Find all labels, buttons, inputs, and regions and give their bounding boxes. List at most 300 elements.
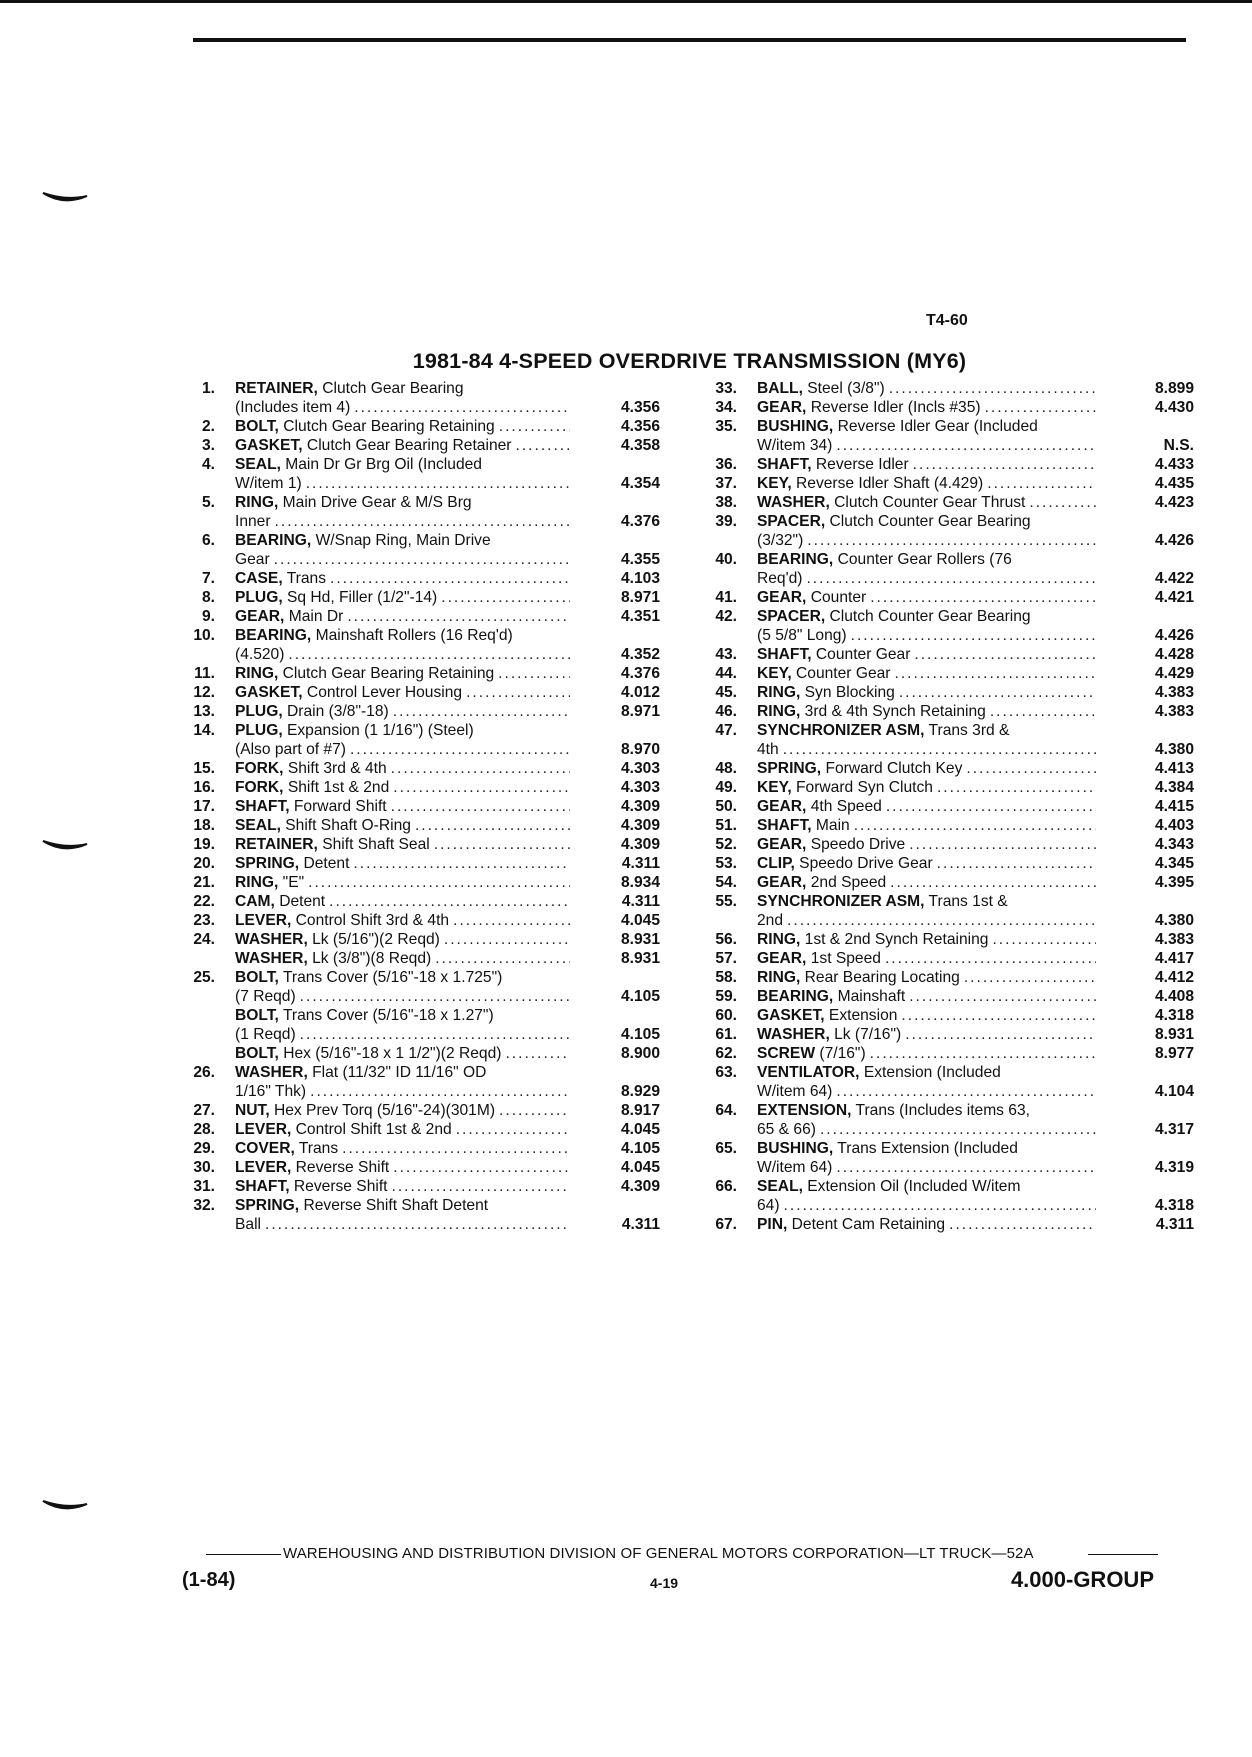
parts-entry	[700, 1177, 1194, 1215]
part-name: CAM,	[235, 893, 275, 910]
part-name: SHAFT,	[757, 646, 812, 663]
group-number: N.S.	[1163, 437, 1194, 454]
group-number: 4.376	[620, 665, 660, 682]
item-number: 64.	[715, 1102, 737, 1119]
dot-leader	[937, 854, 1096, 873]
part-name: BEARING,	[757, 988, 834, 1005]
group-number: 4.423	[1154, 494, 1194, 511]
dot-leader	[992, 930, 1096, 949]
dot-leader	[310, 1082, 570, 1101]
part-description: Counter	[806, 589, 867, 606]
part-description: Detent	[274, 893, 326, 910]
item-number: 1.	[201, 380, 215, 397]
part-name: GEAR,	[235, 608, 285, 625]
part-name: FORK,	[235, 779, 284, 796]
group-number: 8.934	[620, 874, 660, 891]
part-description: (7 Reqd)	[235, 988, 296, 1005]
part-description: Reverse Idler Shaft (4.429)	[791, 475, 984, 492]
part-description: Lk (3/8")(8 Reqd)	[307, 950, 432, 967]
dot-leader	[265, 1215, 570, 1234]
dot-leader	[901, 1006, 1096, 1025]
part-name: GASKET,	[757, 1007, 825, 1024]
entry-line	[235, 835, 660, 854]
group-number: 4.380	[1154, 912, 1194, 929]
group-number: 4.045	[620, 1159, 660, 1176]
part-description: Steel (3/8")	[802, 380, 885, 397]
entry-line	[235, 626, 660, 645]
entry-line	[235, 892, 660, 911]
part-name: WASHER,	[235, 931, 308, 948]
group-number: 4.311	[621, 855, 660, 872]
item-number: 34.	[715, 399, 737, 416]
entry-line	[757, 835, 1194, 854]
group-number: 4.309	[620, 836, 660, 853]
group-number: 4.415	[1154, 798, 1194, 815]
group-number: 4.318	[1154, 1197, 1194, 1214]
entry-line	[757, 512, 1194, 531]
item-number: 6.	[201, 532, 215, 549]
part-description: Main Drive Gear & M/S Brg	[278, 494, 472, 511]
dot-leader	[885, 949, 1096, 968]
item-number: 10.	[193, 627, 215, 644]
parts-entry	[700, 759, 1194, 778]
part-description: Gear	[235, 551, 270, 568]
part-description: Extension (Included	[859, 1064, 1001, 1081]
part-description: Sq Hd, Filler (1/2"-14)	[282, 589, 438, 606]
part-description: (3/32")	[757, 532, 804, 549]
part-description: Detent	[299, 855, 350, 872]
part-description: Rear Bearing Locating	[800, 969, 960, 986]
parts-entry	[178, 797, 660, 816]
group-number: 4.376	[620, 513, 660, 530]
dot-leader	[894, 664, 1096, 683]
dot-leader	[391, 797, 570, 816]
entry-line	[235, 740, 660, 759]
part-description: Extension	[824, 1007, 898, 1024]
part-description: Clutch Counter Gear Bearing	[825, 513, 1031, 530]
entry-line	[757, 645, 1194, 664]
parts-entry	[700, 607, 1194, 645]
part-name: LEVER,	[235, 912, 292, 929]
dot-leader	[515, 436, 570, 455]
part-description: Extension Oil (Included W/item	[802, 1178, 1021, 1195]
item-number: 55.	[715, 893, 737, 910]
dot-leader	[836, 1158, 1096, 1177]
parts-entry	[178, 1101, 660, 1120]
part-name: BEARING,	[235, 532, 312, 549]
dot-leader	[456, 1120, 570, 1139]
item-number: 43.	[715, 646, 737, 663]
dot-leader	[905, 1025, 1096, 1044]
parts-entry	[178, 1120, 660, 1139]
entry-line	[757, 816, 1194, 835]
part-description: Speedo Drive	[806, 836, 906, 853]
item-number: 29.	[193, 1140, 215, 1157]
parts-list-right-column	[700, 379, 1194, 1234]
part-name: BUSHING,	[757, 1140, 834, 1157]
part-name: SEAL,	[235, 817, 281, 834]
entry-line	[757, 1006, 1194, 1025]
group-number: 4.408	[1154, 988, 1194, 1005]
parts-entry	[178, 1196, 660, 1234]
group-number: 8.977	[1154, 1045, 1194, 1062]
part-name: BOLT,	[235, 969, 279, 986]
part-description: Reverse Idler	[811, 456, 909, 473]
part-name: CLIP,	[757, 855, 795, 872]
parts-entry	[178, 968, 660, 1063]
group-number: 4.422	[1154, 570, 1194, 587]
entry-line	[757, 550, 1194, 569]
item-number: 23.	[193, 912, 215, 929]
dot-leader	[987, 474, 1096, 493]
entry-line	[757, 892, 1194, 911]
group-number: 4.317	[1154, 1121, 1194, 1138]
part-description: Counter Gear	[811, 646, 911, 663]
part-description: 2nd Speed	[806, 874, 887, 891]
part-description: Clutch Gear Bearing Retaining	[278, 665, 495, 682]
entry-line	[757, 759, 1194, 778]
group-number: 4.430	[1154, 399, 1194, 416]
entry-line	[235, 1063, 660, 1082]
group-number: 4.384	[1154, 779, 1194, 796]
part-name: SYNCHRONIZER ASM,	[757, 893, 925, 910]
dot-leader	[909, 987, 1096, 1006]
part-description: (Also part of #7)	[235, 741, 346, 758]
item-number: 59.	[715, 988, 737, 1005]
part-description: 4th Speed	[806, 798, 882, 815]
page-code: T4-60	[926, 312, 968, 329]
entry-line	[235, 816, 660, 835]
footer-rule-right	[1088, 1554, 1158, 1555]
part-name: RING,	[757, 684, 801, 701]
part-name: EXTENSION,	[757, 1102, 852, 1119]
group-number: 4.395	[1154, 874, 1194, 891]
part-description: Shift 3rd & 4th	[283, 760, 387, 777]
dot-leader	[391, 759, 570, 778]
parts-entry	[700, 873, 1194, 892]
parts-entry	[178, 588, 660, 607]
parts-entry	[700, 379, 1194, 398]
part-name: BOLT,	[235, 418, 279, 435]
entry-line	[757, 398, 1194, 417]
part-description: 64)	[757, 1197, 780, 1214]
group-number: 8.929	[620, 1083, 660, 1100]
part-description: Trans Cover (5/16"-18 x 1.725")	[278, 969, 503, 986]
parts-entry	[178, 702, 660, 721]
dot-leader	[499, 1101, 570, 1120]
item-number: 50.	[715, 798, 737, 815]
group-number: 4.345	[1154, 855, 1194, 872]
parts-entry	[178, 1158, 660, 1177]
part-description: Reverse Idler Gear (Included	[833, 418, 1038, 435]
part-description: Drain (3/8"-18)	[282, 703, 389, 720]
part-description: 1st Speed	[806, 950, 881, 967]
part-name: WASHER,	[235, 950, 308, 967]
footer-date-code: (1-84)	[182, 1569, 236, 1591]
part-name: KEY,	[757, 779, 792, 796]
parts-entry	[178, 379, 660, 417]
part-name: LEVER,	[235, 1159, 292, 1176]
part-description: "E"	[278, 874, 305, 891]
item-number: 51.	[715, 817, 737, 834]
parts-entry	[700, 778, 1194, 797]
dot-leader	[329, 892, 570, 911]
item-number: 60.	[715, 1007, 737, 1024]
part-description: Reverse Idler (Incls #35)	[806, 399, 981, 416]
dot-leader	[914, 645, 1096, 664]
dot-leader	[836, 436, 1096, 455]
dot-leader	[964, 968, 1096, 987]
part-description: (5 5/8" Long)	[757, 627, 847, 644]
part-name: GEAR,	[757, 399, 807, 416]
part-description: (7/16")	[815, 1045, 866, 1062]
entry-line	[757, 930, 1194, 949]
entry-line	[757, 569, 1194, 588]
entry-line	[235, 493, 660, 512]
entry-line	[757, 911, 1194, 930]
item-number: 61.	[715, 1026, 737, 1043]
part-description: Hex (5/16"-18 x 1 1/2")(2 Reqd)	[278, 1045, 502, 1062]
part-description: Reverse Shift	[289, 1178, 388, 1195]
dot-leader	[415, 816, 570, 835]
dot-leader	[505, 1044, 570, 1063]
entry-line	[757, 455, 1194, 474]
part-name: WASHER,	[757, 1026, 830, 1043]
top-rule	[193, 38, 1186, 42]
item-number: 40.	[715, 551, 737, 568]
entry-line	[757, 740, 1194, 759]
entry-line	[235, 987, 660, 1006]
dot-leader	[435, 949, 570, 968]
part-description: Forward Clutch Key	[821, 760, 963, 777]
parts-entry	[700, 1139, 1194, 1177]
item-number: 32.	[193, 1197, 215, 1214]
parts-entry	[178, 626, 660, 664]
parts-entry	[700, 683, 1194, 702]
parts-entry	[700, 816, 1194, 835]
part-description: Counter Gear	[791, 665, 891, 682]
item-number: 49.	[715, 779, 737, 796]
part-description: Main Dr Gr Brg Oil (Included	[280, 456, 482, 473]
part-description: Detent Cam Retaining	[787, 1216, 946, 1233]
group-number: 4.105	[620, 988, 660, 1005]
dot-leader	[937, 778, 1096, 797]
parts-entry	[700, 949, 1194, 968]
parts-entry	[178, 892, 660, 911]
entry-line	[757, 531, 1194, 550]
entry-line	[235, 968, 660, 987]
item-number: 35.	[715, 418, 737, 435]
entry-line	[235, 588, 660, 607]
part-name: SPACER,	[757, 608, 826, 625]
group-number: 4.311	[1155, 1216, 1194, 1233]
group-number: 4.309	[620, 817, 660, 834]
part-name: GEAR,	[757, 836, 807, 853]
entry-line	[235, 1120, 660, 1139]
entry-line	[235, 645, 660, 664]
entry-line	[235, 1177, 660, 1196]
item-number: 3.	[201, 437, 215, 454]
entry-line	[235, 797, 660, 816]
parts-list-left-column	[178, 379, 660, 1234]
item-number: 8.	[201, 589, 215, 606]
item-number: 41.	[715, 589, 737, 606]
footer-division: WAREHOUSING AND DISTRIBUTION DIVISION OF GENERAL MOTORS CORPORATION—LT TRUCK—52A	[283, 1545, 1034, 1562]
group-number: 4.303	[620, 779, 660, 796]
parts-entry	[178, 835, 660, 854]
part-description: (Includes item 4)	[235, 399, 351, 416]
dot-leader	[909, 835, 1096, 854]
item-number: 48.	[715, 760, 737, 777]
part-description: Clutch Gear Bearing	[317, 380, 464, 397]
part-name: GASKET,	[235, 684, 303, 701]
part-name: PLUG,	[235, 703, 283, 720]
part-description: 2nd	[757, 912, 784, 929]
item-number: 26.	[193, 1064, 215, 1081]
entry-line	[757, 474, 1194, 493]
item-number: 11.	[194, 665, 215, 682]
entry-line	[235, 436, 660, 455]
part-name: RETAINER,	[235, 836, 318, 853]
binder-hole-mark-top	[42, 192, 88, 206]
entry-line	[235, 1025, 660, 1044]
part-description: (1 Reqd)	[235, 1026, 296, 1043]
dot-leader	[966, 759, 1096, 778]
entry-line	[757, 1063, 1194, 1082]
entry-line	[235, 1196, 660, 1215]
parts-entry	[700, 1063, 1194, 1101]
dot-leader	[854, 816, 1096, 835]
parts-entry	[700, 1215, 1194, 1234]
dot-leader	[353, 854, 570, 873]
group-number: 4.309	[620, 798, 660, 815]
entry-line	[235, 683, 660, 702]
part-name: GEAR,	[757, 798, 807, 815]
entry-line	[235, 854, 660, 873]
group-number: 8.931	[1154, 1026, 1194, 1043]
entry-line	[757, 1082, 1194, 1101]
dot-leader	[453, 911, 570, 930]
entry-line	[757, 1044, 1194, 1063]
item-number: 12.	[193, 684, 215, 701]
entry-line	[757, 436, 1194, 455]
parts-entry	[700, 892, 1194, 930]
group-number: 4.433	[1154, 456, 1194, 473]
part-description: Control Lever Housing	[302, 684, 463, 701]
dot-leader	[949, 1215, 1096, 1234]
entry-line	[235, 911, 660, 930]
dot-leader	[1029, 493, 1096, 512]
binder-hole-mark-bottom	[42, 1500, 88, 1514]
page-title: 1981-84 4-SPEED OVERDRIVE TRANSMISSION (MY6)	[412, 349, 967, 373]
entry-line	[235, 379, 660, 398]
dot-leader	[342, 1139, 570, 1158]
dot-leader	[913, 455, 1096, 474]
entry-line	[757, 1025, 1194, 1044]
group-number: 4.045	[620, 912, 660, 929]
item-number: 67.	[715, 1216, 737, 1233]
group-number: 4.045	[620, 1121, 660, 1138]
entry-line	[757, 968, 1194, 987]
part-description: Lk (5/16")(2 Reqd)	[307, 931, 440, 948]
part-description: Flat (11/32" ID 11/16" OD	[307, 1064, 487, 1081]
entry-line	[235, 873, 660, 892]
group-number: 8.931	[620, 931, 660, 948]
group-number: 4.303	[620, 760, 660, 777]
entry-line	[757, 949, 1194, 968]
entry-line	[757, 1120, 1194, 1139]
part-description: Clutch Gear Bearing Retainer	[302, 437, 512, 454]
part-name: BOLT,	[235, 1045, 279, 1062]
part-name: GASKET,	[235, 437, 303, 454]
group-number: 4.412	[1154, 969, 1194, 986]
entry-line	[235, 664, 660, 683]
item-number: 66.	[715, 1178, 737, 1195]
parts-entry	[178, 854, 660, 873]
dot-leader	[820, 1120, 1096, 1139]
entry-line	[235, 512, 660, 531]
parts-entry	[178, 569, 660, 588]
group-number: 4.426	[1154, 627, 1194, 644]
part-description: (4.520)	[235, 646, 285, 663]
entry-line	[235, 930, 660, 949]
group-number: 4.421	[1154, 589, 1194, 606]
item-number: 24.	[193, 931, 215, 948]
entry-line	[235, 949, 660, 968]
part-name: SHAFT,	[757, 817, 812, 834]
item-number: 36.	[715, 456, 737, 473]
dot-leader	[836, 1082, 1096, 1101]
dot-leader	[393, 1158, 570, 1177]
part-name: SPACER,	[757, 513, 826, 530]
footer-page-number: 4-19	[650, 1575, 679, 1591]
entry-line	[757, 1101, 1194, 1120]
part-description: Control Shift 1st & 2nd	[291, 1121, 452, 1138]
dot-leader	[300, 1025, 570, 1044]
part-description: Control Shift 3rd & 4th	[291, 912, 450, 929]
item-number: 19.	[193, 836, 215, 853]
entry-line	[757, 987, 1194, 1006]
part-name: SEAL,	[235, 456, 281, 473]
dot-leader	[784, 1196, 1096, 1215]
parts-entry	[700, 930, 1194, 949]
part-description: Req'd)	[757, 570, 803, 587]
entry-line	[757, 1196, 1194, 1215]
part-description: Shift Shaft Seal	[317, 836, 430, 853]
entry-line	[235, 702, 660, 721]
part-description: 1st & 2nd Synch Retaining	[800, 931, 989, 948]
part-name: BALL,	[757, 380, 803, 397]
parts-entry	[178, 911, 660, 930]
part-description: Forward Shift	[289, 798, 387, 815]
parts-entry	[700, 1044, 1194, 1063]
part-name: SEAL,	[757, 1178, 803, 1195]
part-name: WASHER,	[235, 1064, 308, 1081]
item-number: 54.	[715, 874, 737, 891]
entry-line	[757, 797, 1194, 816]
dot-leader	[308, 873, 570, 892]
item-number: 37.	[715, 475, 737, 492]
entry-line	[757, 493, 1194, 512]
item-number: 2.	[201, 418, 215, 435]
dot-leader	[275, 512, 570, 531]
part-description: W/item 1)	[235, 475, 302, 492]
part-description: Trans 3rd &	[924, 722, 1010, 739]
item-number: 22.	[193, 893, 215, 910]
entry-line	[757, 721, 1194, 740]
item-number: 33.	[715, 380, 737, 397]
entry-line	[757, 854, 1194, 873]
